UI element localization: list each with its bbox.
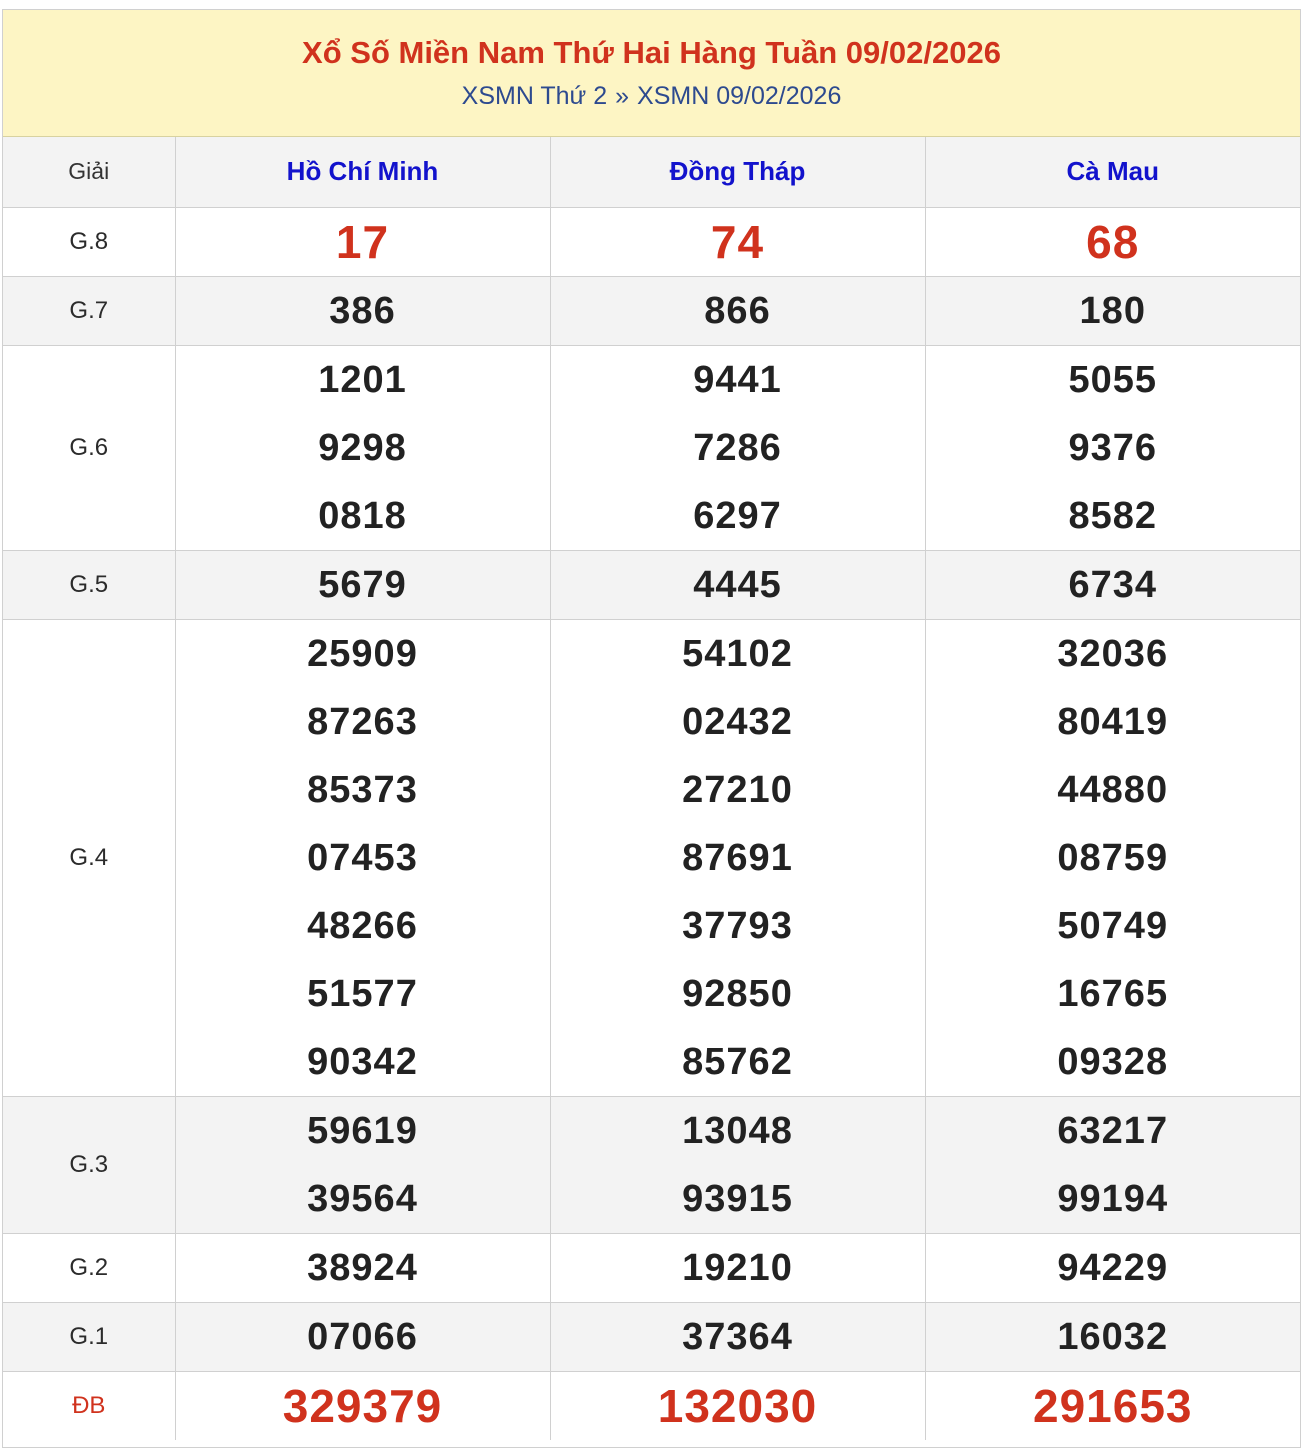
results-banner: [3, 10, 1300, 137]
table-header-row: [3, 137, 1300, 207]
prize-number: 132030: [657, 1379, 818, 1432]
prize-number: 93915: [682, 1177, 793, 1220]
prize-number: 54102: [682, 632, 793, 675]
table-row: [3, 276, 1300, 345]
prize-number: 1201: [318, 358, 407, 401]
prize-cell: [925, 1096, 1300, 1233]
prize-cell: [550, 207, 925, 276]
prize-number: 87691: [682, 836, 793, 879]
prize-cell: [925, 619, 1300, 1096]
prize-cell: [175, 1233, 550, 1302]
province-header-ca-mau: [925, 137, 1300, 207]
breadcrumb-separator: »: [615, 82, 630, 110]
prize-cell: [925, 276, 1300, 345]
prize-number: 37793: [682, 904, 793, 947]
results-body: [3, 207, 1300, 1440]
prize-number: 74: [710, 215, 765, 268]
prize-label: G.1: [3, 1302, 175, 1371]
prize-cell: [925, 1371, 1300, 1440]
prize-label: G.7: [3, 276, 175, 345]
prize-number: 25909: [307, 632, 418, 675]
table-row: [3, 207, 1300, 276]
prize-number: 87263: [307, 700, 418, 743]
province-link[interactable]: Đồng Tháp: [669, 156, 806, 187]
prize-number: 32036: [1057, 632, 1169, 675]
prize-number: 85373: [307, 768, 418, 811]
table-row: [3, 619, 1300, 1096]
prize-number: 51577: [307, 972, 418, 1015]
prize-cell: [550, 1302, 925, 1371]
prize-cell: [550, 276, 925, 345]
page-title: Xổ Số Miền Nam Thứ Hai Hàng Tuần 09/02/2026: [302, 35, 1001, 70]
prize-number: 07453: [307, 836, 418, 879]
prize-cell: [175, 207, 550, 276]
prize-number: 02432: [682, 700, 793, 743]
prize-number: 9441: [693, 358, 782, 401]
prize-cell: [925, 1233, 1300, 1302]
prize-number: 07066: [307, 1315, 418, 1358]
prize-cell: [925, 345, 1300, 550]
prize-cell: [175, 619, 550, 1096]
prize-cell: [550, 619, 925, 1096]
prize-cell: [925, 207, 1300, 276]
prize-number: 68: [1086, 215, 1140, 268]
prize-cell: [550, 1233, 925, 1302]
table-row: [3, 1302, 1300, 1371]
prize-number: 7286: [693, 426, 782, 469]
prize-cell: [550, 345, 925, 550]
prize-label: G.8: [3, 207, 175, 276]
table-row: [3, 550, 1300, 619]
prize-number: 0818: [318, 494, 407, 537]
prize-number: 39564: [307, 1177, 418, 1220]
prize-label: G.2: [3, 1233, 175, 1302]
prize-number: 63217: [1057, 1109, 1169, 1152]
prize-number: 17: [335, 215, 390, 268]
prize-number: 291653: [1033, 1379, 1193, 1432]
breadcrumb-link-date[interactable]: XSMN 09/02/2026: [637, 82, 842, 110]
prize-number: 38924: [307, 1246, 418, 1289]
results-table: [3, 137, 1300, 1440]
prize-cell: [550, 1096, 925, 1233]
prize-label: G.5: [3, 550, 175, 619]
prize-cell: [925, 550, 1300, 619]
prize-cell: [550, 1371, 925, 1440]
prize-number: 37364: [682, 1315, 793, 1358]
prize-number: 5679: [318, 563, 407, 606]
prize-number: 9376: [1068, 426, 1158, 469]
prize-cell: [175, 1371, 550, 1440]
prize-label: ĐB: [3, 1371, 175, 1440]
prize-number: 09328: [1057, 1040, 1169, 1083]
prize-number: 90342: [307, 1040, 418, 1083]
prize-number: 9298: [318, 426, 407, 469]
prize-number: 386: [329, 289, 396, 332]
prize-number: 329379: [282, 1379, 443, 1432]
prize-label: G.3: [3, 1096, 175, 1233]
prize-number: 180: [1079, 289, 1146, 332]
prize-number: 85762: [682, 1040, 793, 1083]
prize-number: 94229: [1057, 1246, 1169, 1289]
prize-number: 5055: [1068, 358, 1158, 401]
prize-number: 59619: [307, 1109, 418, 1152]
table-row: [3, 1096, 1300, 1233]
prize-number: 6297: [693, 494, 782, 537]
prize-cell: [175, 276, 550, 345]
prize-number: 80419: [1057, 700, 1169, 743]
prize-number: 13048: [682, 1109, 793, 1152]
province-link[interactable]: Hồ Chí Minh: [286, 156, 439, 187]
prize-cell: [175, 345, 550, 550]
province-header-ho-chi-minh: [175, 137, 550, 207]
table-row: [3, 345, 1300, 550]
prize-number: 16765: [1057, 972, 1169, 1015]
province-header-dong-thap: [550, 137, 925, 207]
prize-number: 50749: [1057, 904, 1169, 947]
prize-cell: [175, 550, 550, 619]
prize-number: 866: [704, 289, 771, 332]
prize-number: 16032: [1057, 1315, 1169, 1358]
prize-cell: [925, 1302, 1300, 1371]
prize-column-header: Giải: [3, 137, 175, 207]
prize-number: 08759: [1057, 836, 1169, 879]
prize-number: 48266: [307, 904, 418, 947]
prize-number: 92850: [682, 972, 793, 1015]
prize-cell: [175, 1096, 550, 1233]
breadcrumb-link-weekday[interactable]: XSMN Thứ 2: [461, 82, 608, 110]
prize-number: 99194: [1057, 1177, 1169, 1220]
prize-number: 8582: [1068, 494, 1158, 537]
prize-number: 44880: [1057, 768, 1169, 811]
prize-cell: [175, 1302, 550, 1371]
breadcrumb: [3, 81, 1300, 111]
prize-number: 19210: [682, 1246, 793, 1289]
table-row: [3, 1233, 1300, 1302]
results-panel: [2, 9, 1301, 1448]
table-row: [3, 1371, 1300, 1440]
prize-label: G.6: [3, 345, 175, 550]
prize-label: G.4: [3, 619, 175, 1096]
prize-number: 27210: [682, 768, 793, 811]
prize-number: 4445: [693, 563, 782, 606]
prize-number: 6734: [1068, 563, 1158, 606]
province-link[interactable]: Cà Mau: [1066, 156, 1159, 187]
prize-cell: [550, 550, 925, 619]
